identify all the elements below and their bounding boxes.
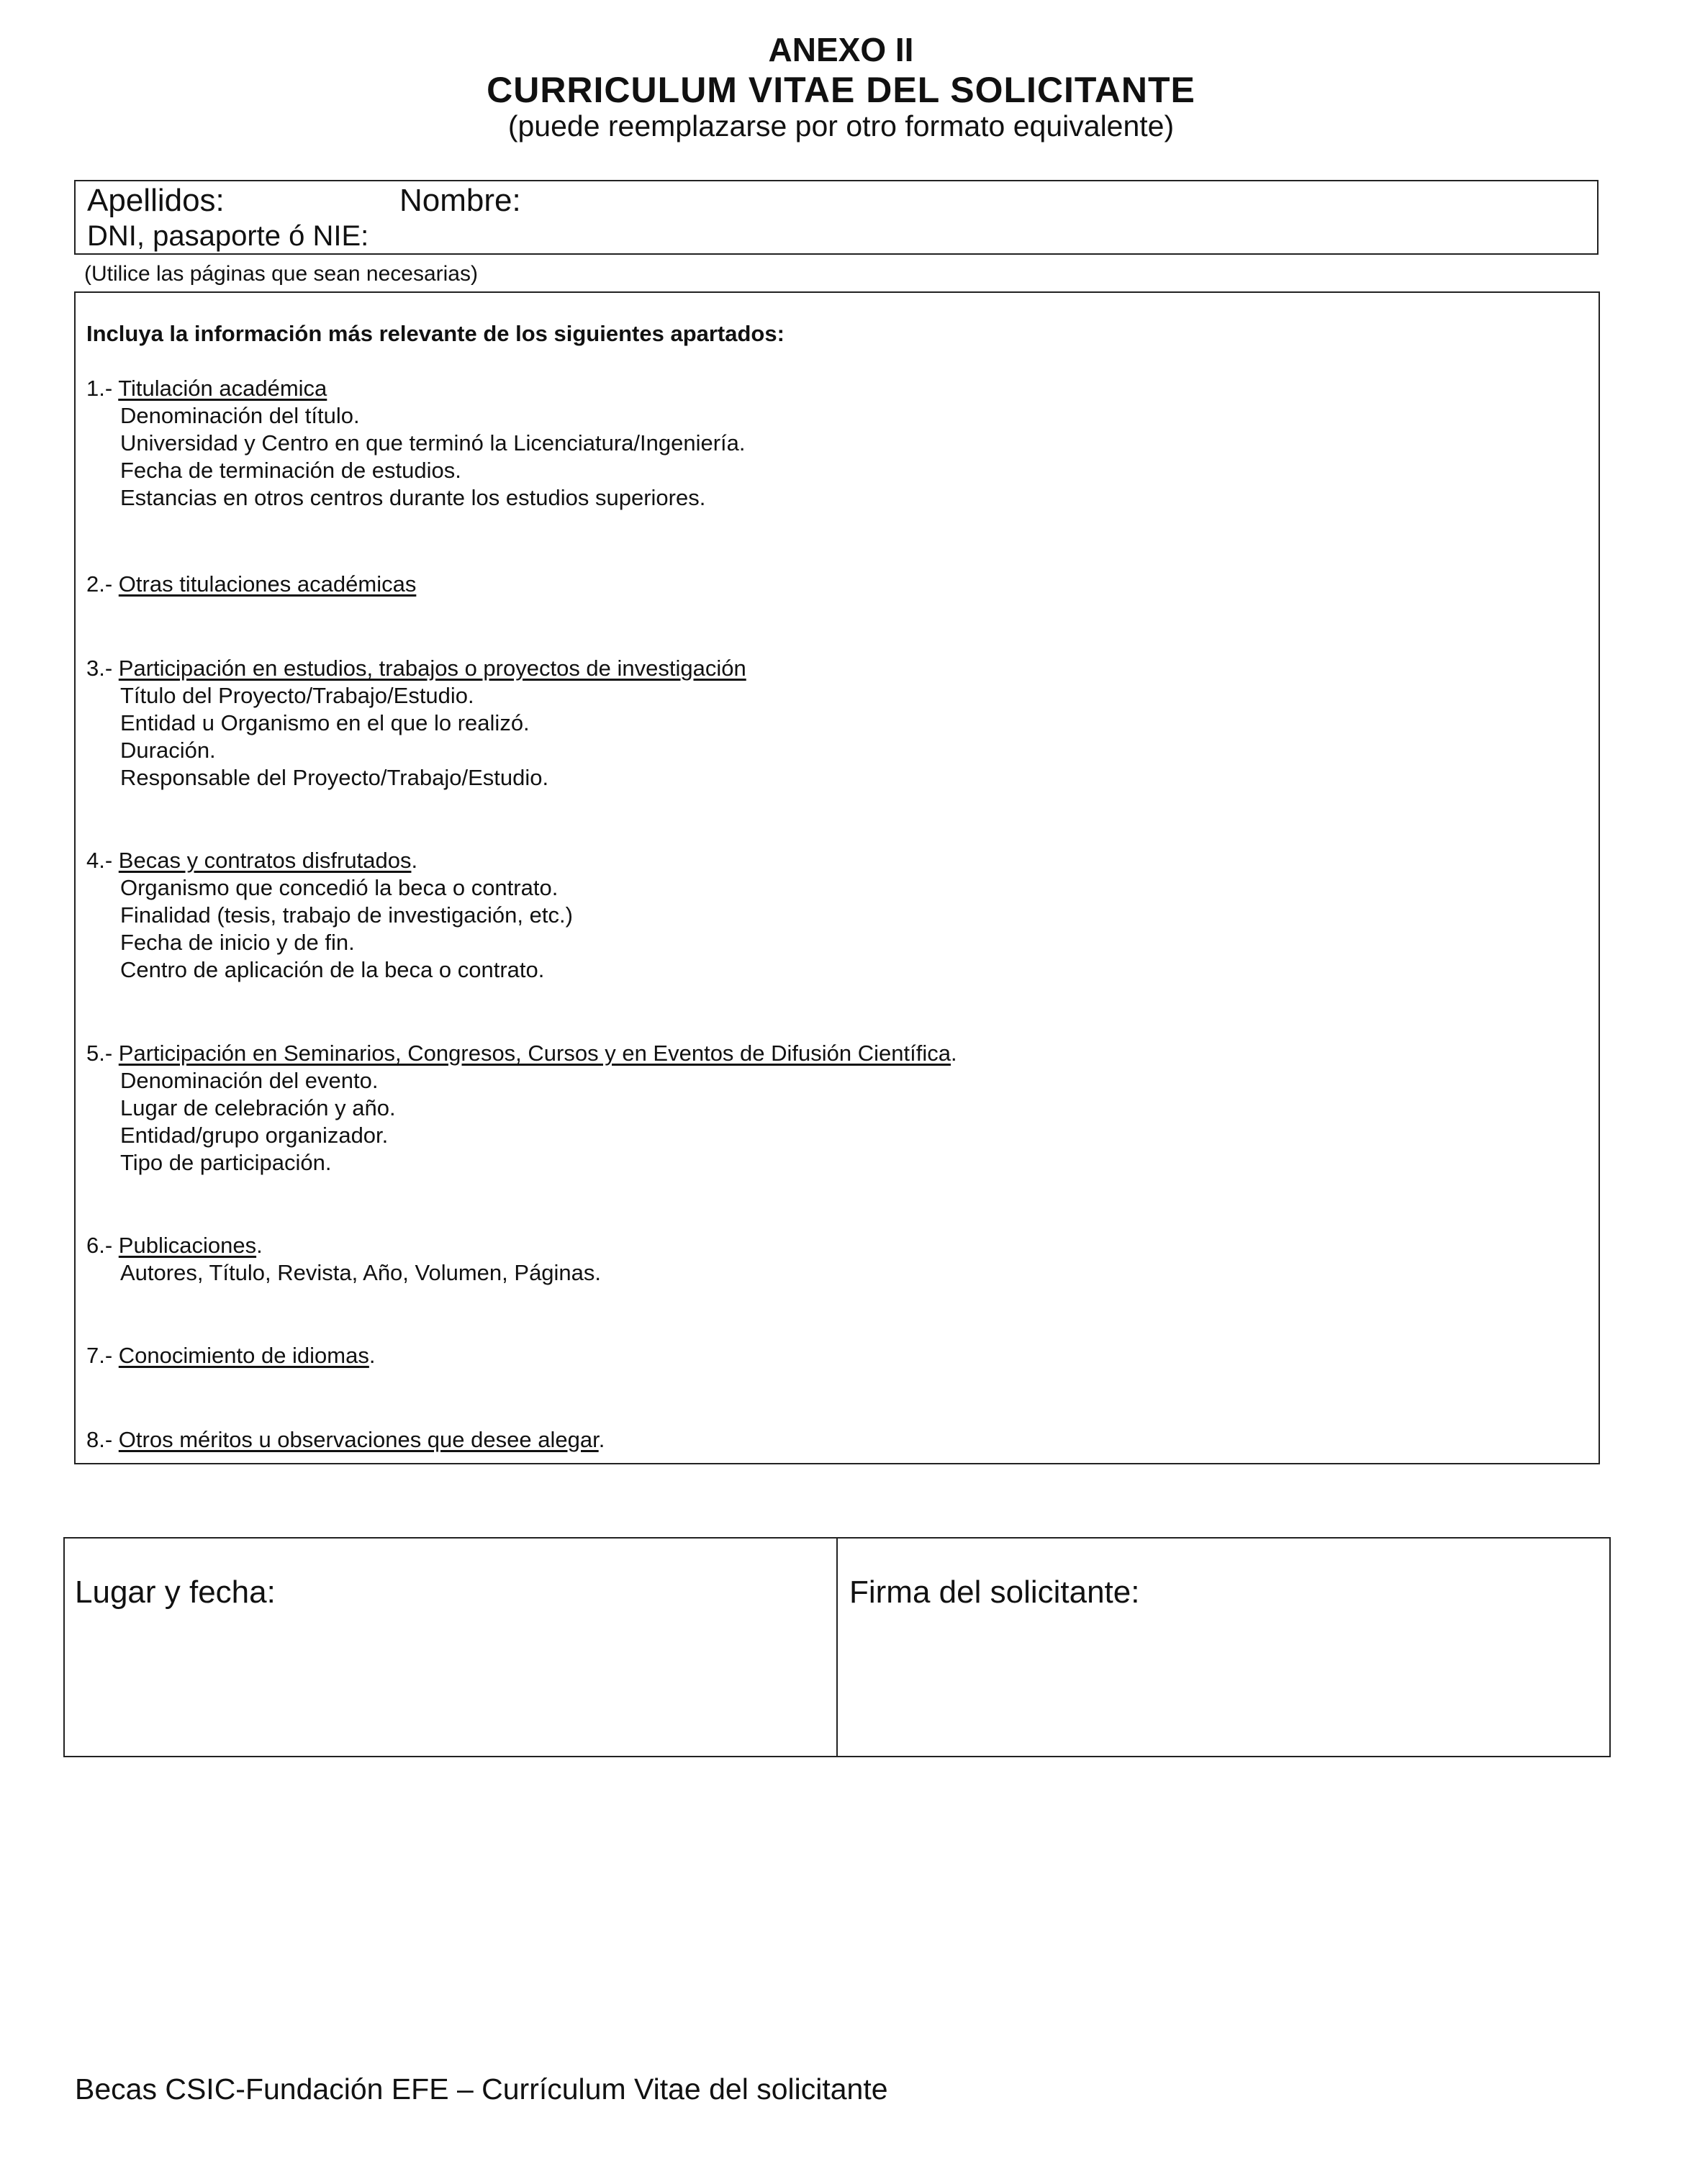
section-item: Denominación del título.: [120, 403, 360, 428]
section-item: Tipo de participación.: [120, 1150, 332, 1175]
section-item: Fecha de inicio y de fin.: [120, 930, 355, 955]
section-title: Otros méritos u observaciones que desee alegar: [118, 1427, 599, 1452]
section-item: Duración.: [120, 738, 216, 763]
section-item: Denominación del evento.: [120, 1068, 379, 1093]
dni-label: DNI, pasaporte ó NIE:: [87, 220, 369, 252]
section-title: Becas y contratos disfrutados: [118, 848, 412, 873]
section-suffix: .: [256, 1233, 263, 1258]
section-item: Responsable del Proyecto/Trabajo/Estudio.: [120, 765, 549, 790]
section-number: 8.-: [86, 1427, 119, 1452]
section-number: 1.-: [86, 376, 119, 401]
signature-divider: [836, 1537, 838, 1757]
surname-label: Apellidos:: [87, 183, 225, 218]
section-heading: [86, 1343, 376, 1369]
section-number: 2.-: [86, 571, 119, 597]
instructions-heading: Incluya la información más relevante de los siguientes apartados:: [86, 321, 785, 346]
section-item: Organismo que concedió la beca o contrato.: [120, 875, 559, 900]
applicant-signature-label: Firma del solicitante:: [849, 1574, 1140, 1610]
section-item: Entidad u Organismo en el que lo realizó.: [120, 710, 530, 735]
section-suffix: .: [368, 1343, 376, 1368]
section-number: 5.-: [86, 1041, 119, 1066]
section-heading: [86, 1233, 263, 1259]
section-item: Universidad y Centro en que terminó la Licenciatura/Ingeniería.: [120, 430, 746, 456]
section-item: Entidad/grupo organizador.: [120, 1123, 389, 1148]
section-suffix: .: [411, 848, 418, 873]
section-heading: [86, 656, 746, 681]
applicant-id-box: [74, 180, 1599, 255]
section-heading: [86, 848, 417, 874]
section-item: Título del Proyecto/Trabajo/Estudio.: [120, 683, 474, 708]
section-heading: [86, 1041, 957, 1066]
section-number: 3.-: [86, 656, 119, 681]
annex-title: ANEXO II: [768, 31, 914, 68]
section-number: 6.-: [86, 1233, 119, 1258]
page-footer: Becas CSIC-Fundación EFE – Currículum Vitae del solicitante: [75, 2072, 888, 2106]
section-title: Participación en estudios, trabajos o proyectos de investigación: [118, 656, 746, 681]
section-suffix: .: [950, 1041, 957, 1066]
section-heading: [86, 376, 327, 402]
section-suffix: .: [598, 1427, 605, 1452]
section-item: Estancias en otros centros durante los estudios superiores.: [120, 485, 706, 510]
section-title: Conocimiento de idiomas: [118, 1343, 369, 1368]
section-heading: [86, 571, 416, 597]
page-title: CURRICULUM VITAE DEL SOLICITANTE: [487, 70, 1195, 110]
section-title: Participación en Seminarios, Congresos, Cursos y en Eventos de Difusión Científica: [118, 1041, 951, 1066]
section-heading: [86, 1427, 605, 1453]
section-number: 4.-: [86, 848, 119, 873]
page-subtitle: (puede reemplazarse por otro formato equivalente): [507, 109, 1175, 142]
section-number: 7.-: [86, 1343, 119, 1368]
pages-note: (Utilice las páginas que sean necesarias): [84, 262, 478, 286]
section-item: Autores, Título, Revista, Año, Volumen, Páginas.: [120, 1260, 602, 1285]
section-title: Otras titulaciones académicas: [118, 571, 417, 597]
section-title: Publicaciones: [118, 1233, 257, 1258]
place-date-label: Lugar y fecha:: [75, 1574, 276, 1610]
section-item: Finalidad (tesis, trabajo de investigación, etc.): [120, 902, 573, 928]
name-label: Nombre:: [399, 183, 521, 218]
section-title: Titulación académica: [118, 376, 327, 401]
section-item: Centro de aplicación de la beca o contrato.: [120, 957, 545, 982]
section-item: Fecha de terminación de estudios.: [120, 458, 461, 483]
section-item: Lugar de celebración y año.: [120, 1095, 396, 1120]
